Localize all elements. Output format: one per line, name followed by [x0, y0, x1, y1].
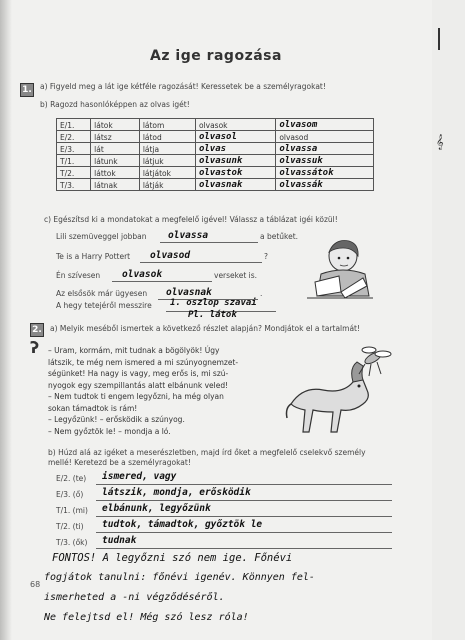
sentence-2-after: ?: [264, 252, 268, 261]
note-line-3: ismerheted a -ni végződéséről.: [44, 592, 225, 603]
person-cell: T/1.: [57, 155, 91, 167]
answer-1-line: [96, 484, 392, 485]
answer-3-text: elbánunk, legyőzünk: [102, 503, 211, 514]
story-line: – Legyőzünk! – erősködik a szúnyog.: [48, 415, 185, 424]
table-row: [57, 167, 374, 179]
table-row: [57, 155, 374, 167]
sentence-4-after: .: [260, 289, 263, 298]
ex1-a-instruction: a) Figyeld meg a lát ige kétféle ragozását! Keressetek be a személyragokat!: [40, 82, 326, 91]
answer-2-line: [96, 500, 392, 501]
sentence-1-answer: olvassa: [168, 230, 209, 241]
answer-2-text: látszik, mondja, erősködik: [102, 487, 251, 498]
sentence-5-answer: 1. oszlop szavai: [170, 298, 257, 308]
page-title: Az ige ragozása: [150, 48, 282, 64]
boy-reading-illustration: [305, 236, 375, 301]
answer-3-line: [96, 516, 392, 517]
answer-1-text: ismered, vagy: [102, 471, 177, 482]
olvas-definite-cell: olvassa: [276, 143, 374, 155]
story-line: – Nem győztök le! – mondja a ló.: [48, 426, 171, 436]
olvas-indefinite-cell: olvasol: [195, 131, 275, 143]
sentence-2-before: Te is a Harry Pottert: [56, 252, 131, 261]
ex2-a-instruction: a) Melyik meséből ismertek a következő részlet alapján? Mondjátok el a tartalmát!: [50, 324, 360, 333]
sentence-4-before: Az elsősök már ügyesen: [56, 289, 148, 298]
answer-4-line: [96, 532, 392, 533]
sentence-3-after: verseket is.: [214, 271, 258, 280]
ex1-c-instruction: c) Egészítsd ki a mondatokat a megfelelő igével! Válassz a táblázat igéi közül!: [44, 215, 338, 224]
answer-1-person: E/2. (te): [56, 474, 87, 483]
ex2-b-instruction-2: mellé! Keretezd be a személyragokat!: [48, 458, 191, 467]
lat-indefinite-cell: látnak: [91, 179, 140, 191]
binding-shadow: [0, 0, 12, 640]
extra-answer: Pl. látok: [188, 310, 237, 320]
note-line-4: Ne felejtsd el! Még szó lesz róla!: [44, 612, 249, 623]
lat-definite-cell: látja: [139, 143, 195, 155]
story-line: – Nem tudtok ti engem legyőzni, ha még olyan: [48, 392, 224, 401]
page-number: 68: [30, 580, 41, 589]
answer-2-person: E/3. (ő): [56, 490, 84, 499]
olvas-definite-cell: olvassák: [276, 179, 374, 191]
sentence-2-blank: [140, 262, 262, 263]
answer-5-text: tudnak: [102, 535, 137, 546]
olvas-definite-cell: olvasod: [276, 131, 374, 143]
lat-definite-cell: látják: [139, 179, 195, 191]
answer-4-text: tudtok, támadtok, győztök le: [102, 519, 263, 530]
person-cell: E/3.: [57, 143, 91, 155]
olvas-indefinite-cell: olvasunk: [195, 155, 275, 167]
exercise-1-number: 1.: [20, 83, 34, 97]
story-excerpt: [48, 345, 238, 437]
story-line: látszik, te még nem ismered a mi szúnyognemzet-: [48, 357, 239, 367]
story-line: sokan támadtok is rám!: [48, 403, 138, 413]
sentence-1-before: Lili szemüveggel jobban: [56, 232, 147, 241]
story-line: ségünket! Ha nagy is vagy, meg erős is, mi szú-: [48, 369, 229, 378]
answer-5-person: T/3. (ők): [56, 538, 88, 547]
table-row: [57, 131, 374, 143]
lat-indefinite-cell: lát: [91, 143, 140, 155]
sentence-1-after: a betűket.: [260, 232, 299, 241]
note-line-1: FONTOS! A legyőzni szó nem ige. Főnévi: [52, 552, 293, 564]
facing-page-edge: [432, 0, 465, 640]
ex2-b-instruction: b) Húzd alá az igéket a meserészletben, majd írd őket a megfelelő cselekvő személy: [48, 448, 366, 457]
sentence-3-blank: [112, 281, 212, 282]
edge-bracket-mark: [438, 28, 443, 50]
lat-definite-cell: látod: [139, 131, 195, 143]
answer-3-person: T/1. (mi): [56, 506, 88, 515]
table-row: [57, 179, 374, 191]
note-line-2: fogjátok tanulni: főnévi igenév. Könnyen fel-: [44, 572, 315, 583]
lat-indefinite-cell: látok: [91, 119, 140, 131]
lat-indefinite-cell: látsz: [91, 131, 140, 143]
treble-clef-icon: 𝄞: [436, 135, 444, 150]
sentence-3-answer: olvasok: [122, 269, 163, 280]
olvas-definite-cell: olvasom: [276, 119, 374, 131]
ex1-b-instruction: b) Ragozd hasonlóképpen az olvas igét!: [40, 100, 190, 109]
table-row: [57, 119, 374, 131]
person-cell: T/3.: [57, 179, 91, 191]
story-line: – Uram, kormám, mit tudnak a bögölyök! Úgy: [48, 346, 220, 355]
olvas-indefinite-cell: olvastok: [195, 167, 275, 179]
olvas-definite-cell: olvassátok: [276, 167, 374, 179]
sentence-4-answer: olvasnak: [166, 287, 212, 298]
person-cell: T/2.: [57, 167, 91, 179]
person-cell: E/2.: [57, 131, 91, 143]
olvas-indefinite-cell: olvasnak: [195, 179, 275, 191]
lat-indefinite-cell: láttok: [91, 167, 140, 179]
person-cell: E/1.: [57, 119, 91, 131]
exercise-2-number: 2.: [30, 323, 44, 337]
sentence-2-answer: olvasod: [150, 250, 191, 261]
lat-definite-cell: látjuk: [139, 155, 195, 167]
lat-definite-cell: látom: [139, 119, 195, 131]
conjugation-table: [56, 118, 374, 191]
story-line: nyogok egy szempillantás alatt elbánunk veled!: [48, 380, 229, 390]
answer-4-person: T/2. (ti): [56, 522, 84, 531]
sentence-5-before: A hegy tetejéről messzire: [56, 301, 152, 310]
answer-5-line: [96, 548, 392, 549]
lat-definite-cell: látjátok: [139, 167, 195, 179]
sentence-3-before: Én szívesen: [56, 271, 101, 280]
lat-indefinite-cell: látunk: [91, 155, 140, 167]
olvas-definite-cell: olvassuk: [276, 155, 374, 167]
horse-and-mosquito-illustration: [283, 346, 395, 438]
table-row: [57, 143, 374, 155]
olvas-indefinite-cell: olvas: [195, 143, 275, 155]
olvas-indefinite-cell: olvasok: [195, 119, 275, 131]
sentence-1-blank: [160, 242, 258, 243]
margin-mark-icon: ʔ: [30, 338, 40, 357]
